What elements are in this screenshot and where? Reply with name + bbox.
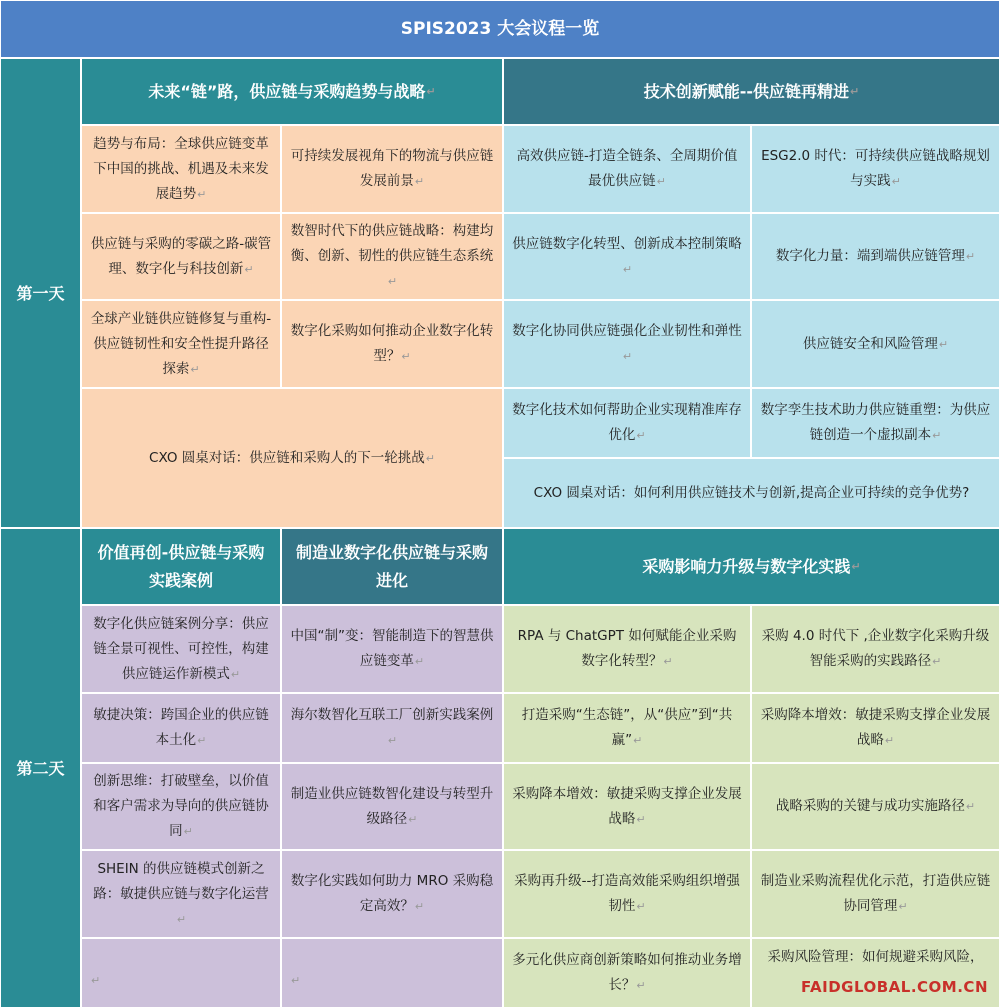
day1-left-item [281,300,503,388]
day2-a-empty [81,938,281,1008]
session-text: 数字孪生技术助力供应链重塑：为供应链创造一个虚拟副本 [760,402,991,443]
day2-c-item [503,693,751,763]
session-text: 采购 4.0 时代下 ,企业数字化采购升级智能采购的实践路径 [761,628,990,669]
session-text: 制造业采购流程优化示范，打造供应链协同管理 [760,873,991,914]
return-mark: ↵ [176,912,187,926]
day1-right-item [503,300,751,388]
day2-c-item [751,763,1000,850]
day2-b-empty [281,938,503,1008]
return-mark: ↵ [656,175,666,188]
return-mark: ↵ [633,734,643,747]
day1-right-roundtable [503,458,1000,528]
day2-track-c-text: 采购影响力升级与数字化实践 [642,556,851,576]
session-text: 可持续发展视角下的物流与供应链发展前景 [290,148,494,189]
return-mark: ↵ [190,362,200,376]
day1-label [0,58,81,528]
return-mark: ↵ [938,337,949,351]
session-text: 采购再升级--打造高效能采购组织增强韧性 [514,873,740,914]
day1-right-item [751,213,1000,300]
return-mark: ↵ [291,974,301,987]
session-text: 数字化技术如何帮助企业实现精准库存优化 [512,402,742,443]
session-text: 数字化采购如何推动企业数字化转型？ [290,323,494,364]
day1-left-item [81,213,281,300]
day2-c-item [503,850,751,938]
return-mark: ↵ [387,275,398,288]
return-mark: ↵ [636,900,646,913]
return-mark: ↵ [183,825,193,838]
day1-left-roundtable [81,388,503,528]
return-mark: ↵ [965,800,976,813]
watermark-text: FAIDGLOBAL.COM.CN [801,978,988,996]
day2-b-item [281,763,503,850]
session-text: 打造采购“生态链”，从“供应”到“共赢” [521,707,733,748]
session-text: 敏捷决策：跨国企业的供应链本土化 [93,707,269,748]
session-text: 供应链与采购的零碳之路-碳管理、数字化与科技创新 [90,235,272,277]
return-mark: ↵ [850,84,860,98]
session-text: 采购降本增效：敏捷采购支撑企业发展战略 [760,707,991,748]
day2-c-item [751,850,1000,938]
return-mark: ↵ [197,734,207,747]
day2-b-item [281,693,503,763]
return-mark: ↵ [636,979,646,992]
day1-right-item [751,388,1000,458]
return-mark: ↵ [965,250,976,263]
day2-track-a-header [81,528,281,605]
day2-track-b-header [281,528,503,605]
return-mark: ↵ [622,262,633,276]
return-mark: ↵ [622,350,633,363]
return-mark: ↵ [414,655,425,668]
day2-c-item [751,938,1000,1008]
return-mark: ↵ [414,175,425,188]
day2-c-item [503,763,751,850]
day2-a-item [81,693,281,763]
return-mark: ↵ [891,175,901,188]
day1-track-left-text: 未来“链”路，供应链与采购趋势与战略 [148,81,426,101]
session-text: 供应链安全和风险管理 [802,335,938,352]
page-title-text: SPIS2023 大会议程一览 [400,18,600,39]
return-mark: ↵ [663,655,673,668]
day2-c-item [751,693,1000,763]
day1-right-item [751,125,1000,213]
day1-left-item [81,300,281,388]
watermark [801,978,988,996]
return-mark: ↵ [91,974,101,987]
day2-c-item [751,605,1000,693]
session-text: CXO 圆桌对话：供应链和采购人的下一轮挑战 [149,449,425,466]
day1-track-left-header [81,58,503,125]
return-mark: ↵ [425,451,435,465]
return-mark: ↵ [414,900,425,913]
return-mark: ↵ [884,734,895,747]
day1-track-right-header [503,58,1000,125]
day1-right-item [503,125,751,213]
day2-c-item [503,605,751,693]
return-mark: ↵ [636,429,646,442]
session-text: 采购风险管理：如何规避采购风险， [767,949,984,965]
page-title [0,0,1000,58]
session-text: 供应链数字化转型、创新成本控制策略 [512,235,742,252]
session-text: 制造业供应链数智化建设与转型升级路径 [290,785,494,827]
day2-track-c-header [503,528,1000,605]
session-text: 全球产业链供应链修复与重构-供应链韧性和安全性提升路径探索 [90,310,272,377]
day1-right-item [503,213,751,300]
session-text: 海尔数智化互联工厂创新实践案例 [290,707,494,723]
session-text: 创新思维：打破壁垒，以价值和客户需求为导向的供应链协同 [93,773,269,839]
day2-track-a-text: 价值再创-供应链与采购实践案例 [97,542,265,590]
session-text: 数智时代下的供应链战略：构建均衡、创新、韧性的供应链生态系统 [290,223,494,264]
day2-b-item [281,850,503,938]
session-text: 战略采购的关键与成功实施路径 [775,798,965,814]
session-text: 数字化实践如何助力 MRO 采购稳定高效？ [290,873,494,914]
day2-track-b-text: 制造业数字化供应链与采购进化 [295,542,488,590]
day2-label-text: 第二天 [16,758,65,778]
session-text: 中国“制”变：智能制造下的智慧供应链变革 [290,628,494,669]
return-mark: ↵ [197,187,207,201]
session-text: CXO 圆桌对话：如何利用供应链技术与创新,提高企业可持续的竞争优势? [533,484,970,501]
return-mark: ↵ [401,350,411,363]
session-text: 多元化供应商创新策略如何推动业务增长？ [512,952,742,993]
day1-left-item [281,125,503,213]
day2-a-item [81,763,281,850]
return-mark: ↵ [851,559,861,573]
day2-b-item [281,605,503,693]
return-mark: ↵ [932,655,942,668]
day2-label [0,528,81,1008]
return-mark: ↵ [898,900,908,913]
day2-a-item [81,850,281,938]
day1-track-right-text: 技术创新赋能--供应链再精进 [643,81,850,101]
day2-a-item [81,605,281,693]
session-text: 数字化协同供应链强化企业韧性和弹性 [512,323,742,339]
return-mark: ↵ [932,429,942,442]
session-text: 趋势与布局：全球供应链变革下中国的挑战、机遇及未来发展趋势 [93,135,269,202]
session-text: 采购降本增效：敏捷采购支撑企业发展战略 [512,785,742,827]
session-text: 数字化力量：端到端供应链管理 [775,248,965,264]
session-text: RPA 与 ChatGPT 如何赋能企业采购数字化转型？ [517,628,737,669]
session-text: 高效供应链-打造全链条、全周期价值最优供应链 [516,148,738,189]
day1-right-item [751,300,1000,388]
return-mark: ↵ [426,84,436,98]
day1-left-item [281,213,503,300]
return-mark: ↵ [636,812,646,826]
return-mark: ↵ [230,667,241,681]
day1-left-item [81,125,281,213]
day1-right-item [503,388,751,458]
session-text: ESG2.0 时代：可持续供应链战略规划与实践 [761,148,990,189]
day1-label-text: 第一天 [16,283,65,303]
return-mark: ↵ [244,262,254,276]
session-text: 数字化供应链案例分享：供应链全景可视性、可控性，构建供应链运作新模式 [93,615,269,682]
day2-c-item [503,938,751,1008]
return-mark: ↵ [387,734,398,747]
session-text: SHEIN 的供应链模式创新之路：敏捷供应链与数字化运营 [93,860,269,902]
return-mark: ↵ [408,812,418,826]
